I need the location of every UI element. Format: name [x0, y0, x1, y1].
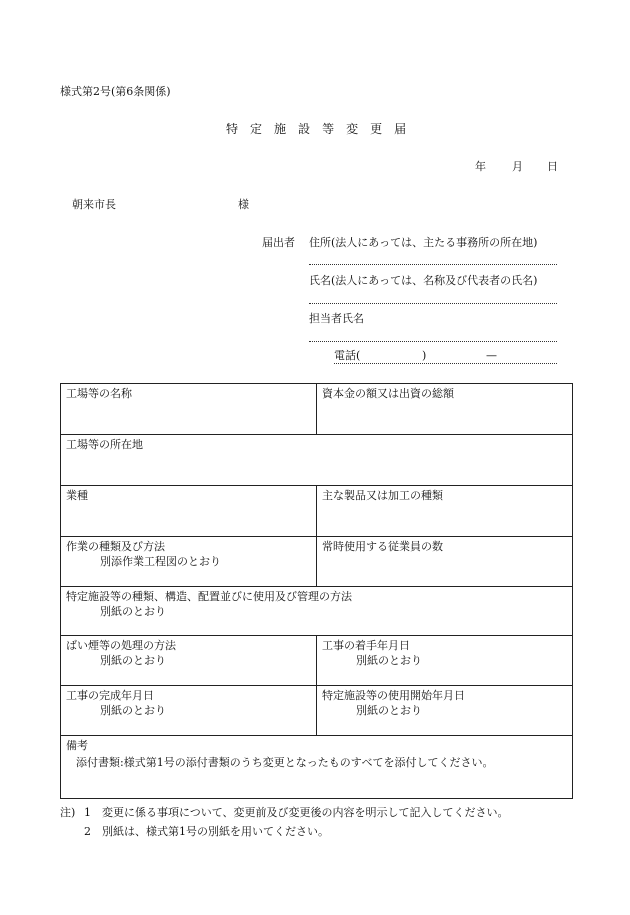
title-char: 施: [274, 122, 287, 136]
factory-name-cell[interactable]: [61, 384, 317, 435]
note-prefix: 注): [60, 806, 76, 819]
facility-types-label: 特定施設等の種類、構造、配置並びに使用及び管理の方法: [66, 590, 352, 603]
factory-location-label: 工場等の所在地: [66, 438, 143, 451]
smoke-method-cell[interactable]: [61, 636, 317, 686]
address-line[interactable]: [309, 264, 557, 265]
name-label: 氏名(法人にあっては、名称及び代表者の氏名): [309, 274, 538, 287]
industry-cell[interactable]: [61, 486, 317, 537]
title-char: 特: [226, 122, 239, 136]
usage-start-value: 別紙のとおり: [356, 704, 422, 717]
phone-label: 電話(: [334, 349, 361, 362]
remarks-cell[interactable]: [61, 736, 573, 799]
name-line[interactable]: [309, 303, 557, 304]
usage-start-label: 特定施設等の使用開始年月日: [322, 689, 465, 702]
remarks-label: 備考: [66, 739, 88, 752]
application-table: [60, 383, 573, 799]
facility-types-value: 別紙のとおり: [100, 605, 166, 618]
applicant-label: 届出者: [262, 236, 295, 249]
capital-cell[interactable]: [317, 384, 573, 435]
date-year: 年: [475, 160, 486, 173]
construction-start-label: 工事の着手年月日: [322, 639, 410, 652]
address-label: 住所(法人にあっては、主たる事務所の所在地): [309, 236, 538, 249]
work-type-value: 別添作業工程図のとおり: [100, 555, 221, 568]
addressee-honorific: 様: [238, 198, 249, 211]
completion-date-label: 工事の完成年月日: [66, 689, 154, 702]
title-char: 等: [322, 122, 335, 136]
industry-label: 業種: [66, 489, 88, 502]
main-products-label: 主な製品又は加工の種類: [322, 489, 443, 502]
work-type-label: 作業の種類及び方法: [66, 540, 165, 553]
work-type-cell[interactable]: [61, 537, 317, 587]
contact-line[interactable]: [309, 341, 557, 342]
contact-label: 担当者氏名: [309, 312, 364, 325]
factory-location-cell[interactable]: [61, 435, 573, 486]
title-char: 設: [298, 122, 311, 136]
note-2-text: 別紙は、様式第1号の別紙を用いてください。: [102, 825, 329, 838]
form-number: 様式第2号(第6条関係): [60, 85, 171, 98]
title-char: 変: [346, 122, 359, 136]
phone-dash: —: [486, 349, 497, 362]
smoke-method-label: ばい煙等の処理の方法: [66, 639, 176, 652]
completion-date-cell[interactable]: [61, 686, 317, 736]
note-2-num: 2: [84, 825, 91, 838]
phone-line[interactable]: [334, 363, 557, 364]
title-char: 更: [370, 122, 383, 136]
factory-name-label: 工場等の名称: [66, 387, 132, 400]
remarks-text: 添付書類:様式第1号の添付書類のうち変更となったものすべてを添付してください。: [76, 756, 494, 769]
note-1-text: 変更に係る事項について、変更前及び変更後の内容を明示して記入してください。: [102, 806, 509, 819]
completion-date-value: 別紙のとおり: [100, 704, 166, 717]
construction-start-value: 別紙のとおり: [356, 654, 422, 667]
usage-start-cell[interactable]: [317, 686, 573, 736]
employees-label: 常時使用する従業員の数: [322, 540, 443, 553]
addressee-name: 朝来市長: [72, 198, 116, 211]
date-month: 月: [512, 160, 523, 173]
phone-close: ): [422, 349, 427, 362]
smoke-method-value: 別紙のとおり: [100, 654, 166, 667]
date-day: 日: [547, 160, 558, 173]
note-1-num: 1: [84, 806, 91, 819]
capital-label: 資本金の額又は出資の総額: [322, 387, 454, 400]
title-char: 定: [250, 122, 263, 136]
employees-cell[interactable]: [317, 537, 573, 587]
title-char: 届: [394, 122, 407, 136]
main-products-cell[interactable]: [317, 486, 573, 537]
construction-start-cell[interactable]: [317, 636, 573, 686]
form-title: [220, 122, 412, 136]
facility-types-cell[interactable]: [61, 587, 573, 636]
